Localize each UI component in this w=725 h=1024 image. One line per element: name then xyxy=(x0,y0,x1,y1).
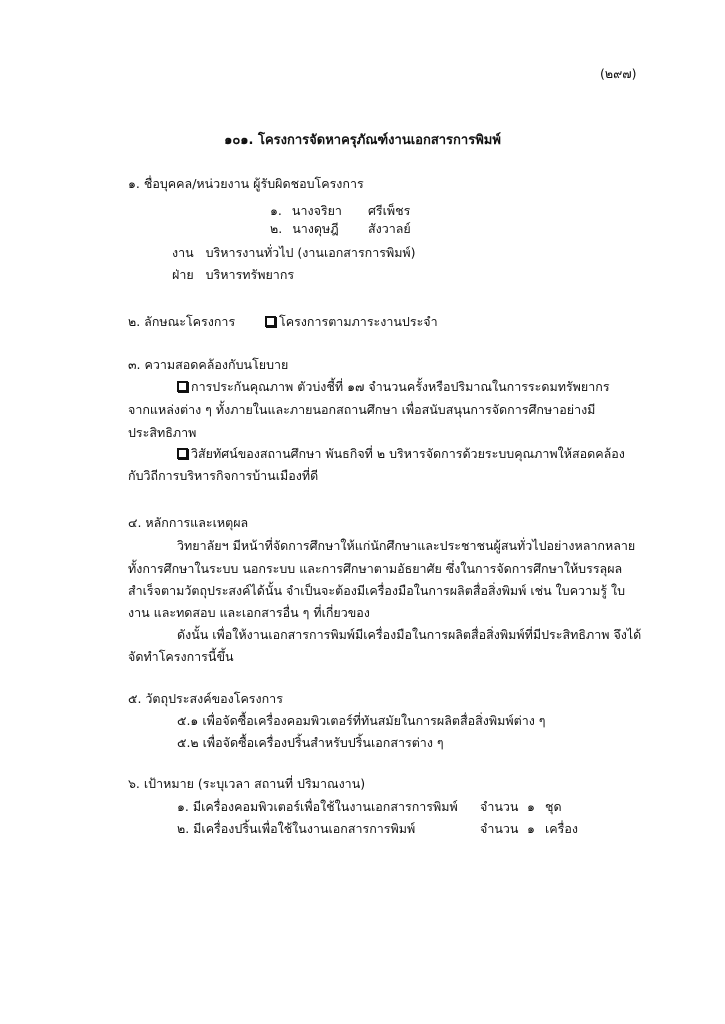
section-heading: ๑. ชื่อบุคคล/หน่วยงาน ผู้รับผิดชอบโครงการ xyxy=(128,176,364,191)
objective-item: ๕.๒ เพื่อจัดซื้อเครื่องปริ้นสำหรับปริ้นเอกสารต่าง ๆ xyxy=(177,735,444,750)
quantity-unit: เครื่อง xyxy=(545,821,578,836)
checkbox-icon xyxy=(265,316,276,327)
target-item xyxy=(177,798,597,816)
policy-item-line: ประสิทธิภาพ xyxy=(128,425,197,440)
project-type-option xyxy=(265,313,438,331)
quantity-label: จำนวน xyxy=(480,799,519,814)
target-item xyxy=(177,820,597,838)
target-text: ๑. มีเครื่องคอมพิวเตอร์เพื่อใช้ในงานเอกสารการพิมพ์ xyxy=(177,799,458,814)
quantity-label: จำนวน xyxy=(480,821,519,836)
page-number: (๒๙๗) xyxy=(600,66,637,81)
responsible-person xyxy=(270,220,339,238)
person-first-name: นางดุษฎี xyxy=(292,221,339,236)
quantity-value: ๑ xyxy=(527,821,535,836)
section-heading: ๕. วัตถุประสงค์ของโครงการ xyxy=(128,691,283,706)
department xyxy=(172,266,294,284)
quantity-value: ๑ xyxy=(527,799,535,814)
paragraph-line: วิทยาลัยฯ มีหน้าที่จัดการศึกษาให้แก่นักศึกษาและประชาชนผู้สนทั่วไปอย่างหลากหลาย xyxy=(177,538,636,553)
policy-item-line xyxy=(177,378,610,396)
person-last-name: ศรีเพ็ชร xyxy=(368,203,411,218)
section-heading: ๔. หลักการและเหตุผล xyxy=(128,515,249,530)
checkbox-icon xyxy=(177,448,188,459)
section-heading: ๒. ลักษณะโครงการ xyxy=(128,314,236,329)
objective-item: ๕.๑ เพื่อจัดซื้อเครื่องคอมพิวเตอร์ที่ทันสมัยในการผลิตสื่อสิ่งพิมพ์ต่าง ๆ xyxy=(177,713,546,728)
policy-item-line: กับวิถีการบริหารกิจการบ้านเมืองที่ดี xyxy=(128,468,319,483)
policy-item-line: จากแหล่งต่าง ๆ ทั้งภายในและภายนอกสถานศึกษา เพื่อสนับสนุนการจัดการศึกษาอย่างมี xyxy=(128,402,596,417)
section-heading: ๓. ความสอดคล้องกับนโยบาย xyxy=(128,357,289,372)
quantity-unit: ชุด xyxy=(545,799,562,814)
option-label: โครงการตามภาระงานประจำ xyxy=(279,314,438,329)
paragraph-line: สำเร็จตามวัตถุประสงค์ได้นั้น จำเป็นจะต้องมีเครื่องมือในการผลิตสื่อสิ่งพิมพ์ เช่น ใบความรู้ ใบ xyxy=(128,583,626,598)
department-label: ฝ่าย xyxy=(172,267,194,282)
paragraph-line: ดังนั้น เพื่อให้งานเอกสารการพิมพ์มีเครื่องมือในการผลิตสื่อสิ่งพิมพ์ที่มีประสิทธิภาพ จึงได้ xyxy=(177,627,642,642)
person-last-name: สังวาลย์ xyxy=(368,221,411,236)
document-title: ๑๐๑. โครงการจัดหาครุภัณฑ์งานเอกสารการพิมพ์ xyxy=(224,133,501,148)
policy-text: วิสัยทัศน์ของสถานศึกษา พันธกิจที่ ๒ บริหารจัดการด้วยระบบคุณภาพให้สอดคล้อง xyxy=(191,446,625,461)
person-number: ๑. xyxy=(270,203,282,218)
checkbox-icon xyxy=(177,381,188,392)
person-number: ๒. xyxy=(270,221,283,236)
paragraph-line: จัดทำโครงการนี้ขึ้น xyxy=(128,649,234,664)
paragraph-line: งาน และทดสอบ และเอกสารอื่น ๆ ที่เกี่ยวของ xyxy=(128,605,370,620)
department-value: บริหารทรัพยากร xyxy=(205,267,295,282)
work-unit xyxy=(172,244,416,262)
person-first-name: นางจริยา xyxy=(291,203,342,218)
work-value: บริหารงานทั่วไป (งานเอกสารการพิมพ์) xyxy=(205,245,416,260)
target-text: ๒. มีเครื่องปริ้นเพื่อใช้ในงานเอกสารการพิมพ์ xyxy=(177,821,416,836)
policy-item-line xyxy=(177,445,625,463)
section-heading: ๖. เป้าหมาย (ระบุเวลา สถานที่ ปริมาณงาน) xyxy=(128,776,366,791)
policy-text: การประกันคุณภาพ ตัวบ่งชี้ที่ ๑๗ จำนวนครั้งหรือปริมาณในการระดมทรัพยากร xyxy=(191,379,610,394)
responsible-person xyxy=(270,202,342,220)
paragraph-line: ทั้งการศึกษาในระบบ นอกระบบ และการศึกษาตามอัธยาศัย ซึ่งในการจัดการศึกษาให้บรรลุผล xyxy=(128,561,623,576)
work-label: งาน xyxy=(172,245,194,260)
